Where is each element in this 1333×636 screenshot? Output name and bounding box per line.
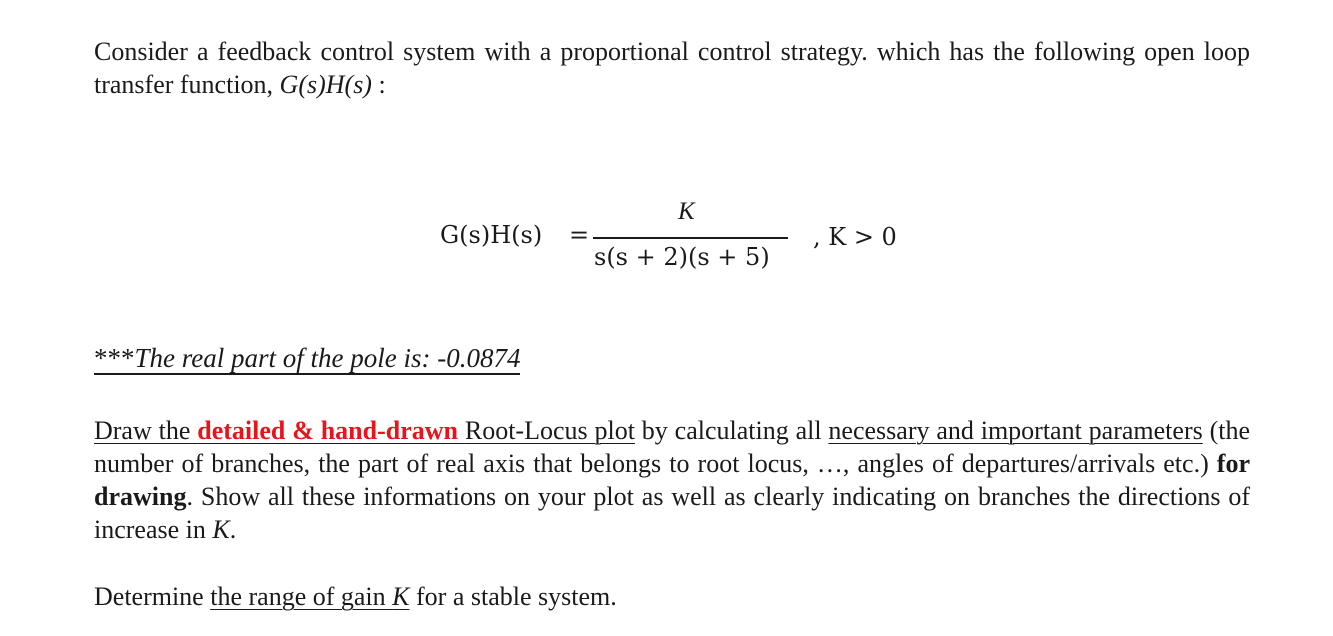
formula-fraction-bar (593, 237, 788, 239)
intro-colon: : (371, 70, 386, 99)
range-gain-phrase (210, 582, 409, 611)
range-the-range: the range of gain (210, 582, 393, 611)
note-text: The real part of the pole is: -0.0874 (134, 343, 521, 373)
formula-numerator: K (678, 198, 695, 225)
task-period: . (229, 515, 237, 544)
task-root-locus-plot: Root-Locus plot (464, 416, 635, 445)
range-stable: for a stable system. (409, 582, 617, 611)
task-k: K (212, 515, 230, 544)
range-paragraph (94, 580, 1250, 613)
task-show-all: . Show all these informations on your plot as well as clearly indicating on branches the directions of increase in (94, 482, 1250, 544)
pole-note (94, 343, 520, 375)
task-for-drawing: for drawing (94, 449, 1250, 511)
range-k: K (392, 582, 410, 611)
task-space-2 (458, 416, 465, 445)
formula-denominator: s(s + 2)(s + 5) (594, 243, 770, 271)
task-by-calculating: by calculating all (634, 416, 829, 445)
formula-equals: = (569, 221, 590, 249)
intro-transfer-function: G(s)H(s) (279, 70, 372, 99)
note-stars: *** (94, 343, 135, 373)
range-determine: Determine (94, 582, 211, 611)
task-draw-the: Draw the (94, 416, 191, 445)
task-paragraph (94, 414, 1250, 546)
formula-lhs: G(s)H(s) (440, 221, 543, 249)
formula-condition: , K > 0 (813, 223, 897, 251)
task-details: (the number of branches, the part of real axis that belongs to root locus, …, angles of departures/arrivals etc.) (94, 416, 1251, 478)
intro-text: Consider a feedback control system with a proportional control strategy. which has the following open loop transfer function, (94, 37, 1250, 99)
task-necessary-parameters: necessary and important parameters (828, 416, 1203, 445)
intro-paragraph (94, 35, 1250, 101)
task-emphasis: detailed & hand-drawn (197, 416, 458, 445)
